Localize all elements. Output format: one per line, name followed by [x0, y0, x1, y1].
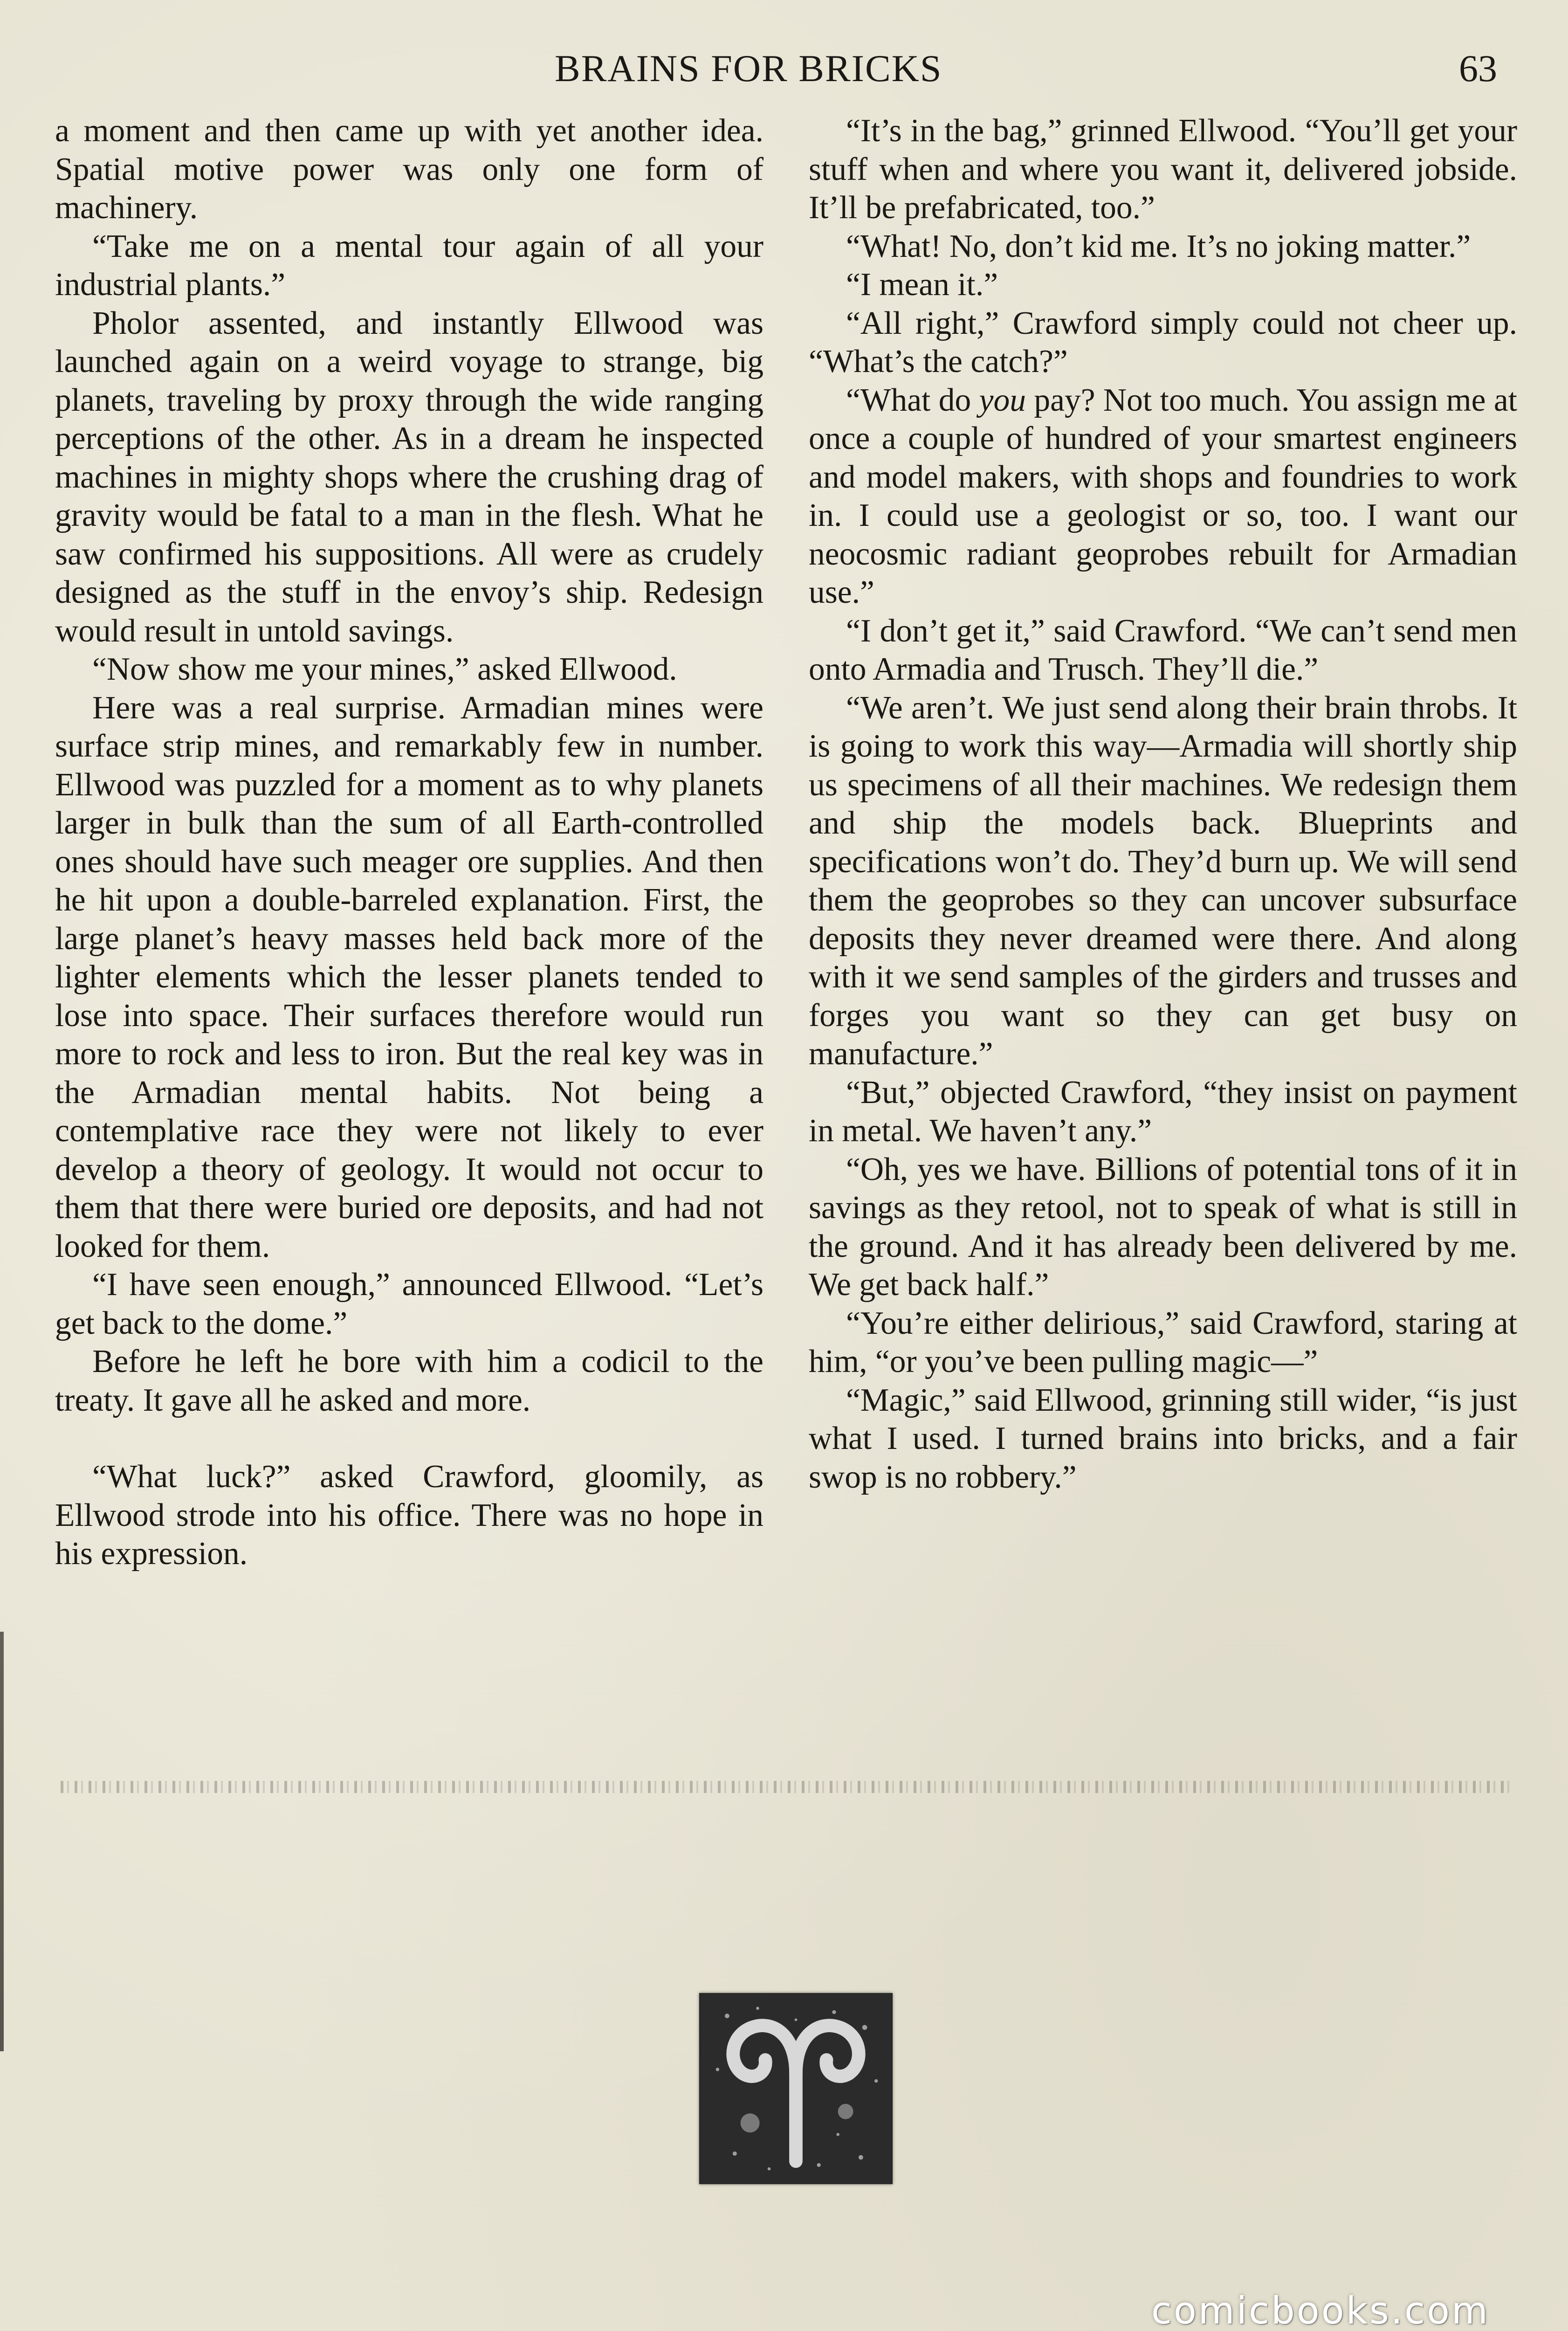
text-run: pay? Not too much. You assign me at once a couple of hundred of your smartest engineers and model makers, with shops and foundries to work in. I could use a geologist or so, too. I want our neocosmic radiant geoprobes rebuilt for Armadian use.”	[809, 382, 1517, 610]
paragraph	[809, 381, 1517, 612]
paragraph: “Oh, yes we have. Billions of potential tons of it in savings as they retool, not to speak of what is still in the ground. And it has already been delivered by me. We get back half.”	[809, 1151, 1517, 1303]
paragraph: a moment and then came up with yet another idea. Spatial motive power was only one form of machinery.	[55, 113, 763, 226]
paragraph: “Now show me your mines,” asked Ellwood.	[92, 651, 677, 687]
paragraph: “Magic,” said Ellwood, grinning still wider, “is just what I used. I turned brains into bricks, and a fair swop is no robbery.”	[809, 1382, 1517, 1495]
paragraph: Here was a real surprise. Armadian mines were surface strip mines, and remarkably few in number. Ellwood was puzzled for a moment as to why planets larger in bulk than the sum of all Earth-controlled ones should have such meager ore supplies. And then he hit upon a double-barreled explanation. First, the large planet’s heavy masses held back more of the lighter elements which the lesser planets tended to lose into space. Their surfaces therefore would run more to rock and less to iron. But the real key was in the Armadian mental habits. Not being a contemplative race they were not likely to ever develop a theory of geology. It would not occur to them that there were buried ore deposits, and had not looked for them.	[55, 690, 763, 1264]
paragraph: “But,” objected Crawford, “they insist on payment in metal. We haven’t any.”	[809, 1074, 1517, 1149]
emphasis: you	[979, 382, 1026, 418]
aries-zodiac-icon	[699, 1993, 893, 2184]
paragraph: “I mean it.”	[846, 267, 998, 303]
section-divider	[61, 1781, 1515, 1793]
left-column	[55, 112, 763, 1573]
paragraph: “I have seen enough,” announced Ellwood. “Let’s get back to the dome.”	[55, 1267, 763, 1341]
page-number: 63	[1459, 47, 1497, 90]
watermark: comicbooks.com	[1151, 2289, 1490, 2331]
paragraph: “I don’t get it,” said Crawford. “We can’t send men onto Armadia and Trusch. They’ll die.”	[809, 613, 1517, 687]
binding-edge	[0, 1632, 4, 2051]
paragraph: Before he left he bore with him a codicil to the treaty. It gave all he asked and more.	[55, 1344, 763, 1418]
paragraph: Pholor assented, and instantly Ellwood was launched again on a weird voyage to strange, big planets, traveling by proxy through the wide ranging perceptions of the other. As in a dream he inspected machines in mighty shops where the crushing drag of gravity would be fatal to a man in the flesh. What he saw confirmed his suppositions. All were as crudely designed as the stuff in the envoy’s ship. Redesign would result in untold savings.	[55, 305, 763, 649]
paragraph: “All right,” Crawford simply could not cheer up. “What’s the catch?”	[809, 305, 1517, 379]
paragraph: “It’s in the bag,” grinned Ellwood. “You’ll get your stuff when and where you want it, delivered jobside. It’ll be prefabricated, too.”	[809, 113, 1517, 226]
text-run: “What do	[846, 382, 979, 418]
paragraph: “Take me on a mental tour again of all your industrial plants.”	[55, 228, 763, 303]
paragraph: “We aren’t. We just send along their brain throbs. It is going to work this way—Armadia will shortly ship us specimens of all their machines. We redesign them and ship the models back. Blueprints and specifications won’t do. They’d burn up. We will send them the geoprobes so they can uncover subsurface deposits they never dreamed were there. And along with it we send samples of the girders and trusses and forges you want so they can get busy on manufacture.”	[809, 690, 1517, 1072]
right-column	[809, 112, 1517, 1497]
paragraph: “What! No, don’t kid me. It’s no joking matter.”	[846, 228, 1471, 264]
paragraph: “What luck?” asked Crawford, gloomily, as Ellwood strode into his office. There was no hope in his expression.	[55, 1459, 763, 1572]
paragraph: “You’re either delirious,” said Crawford, staring at him, “or you’ve been pulling magic—”	[809, 1305, 1517, 1379]
running-title: BRAINS FOR BRICKS	[555, 47, 942, 90]
